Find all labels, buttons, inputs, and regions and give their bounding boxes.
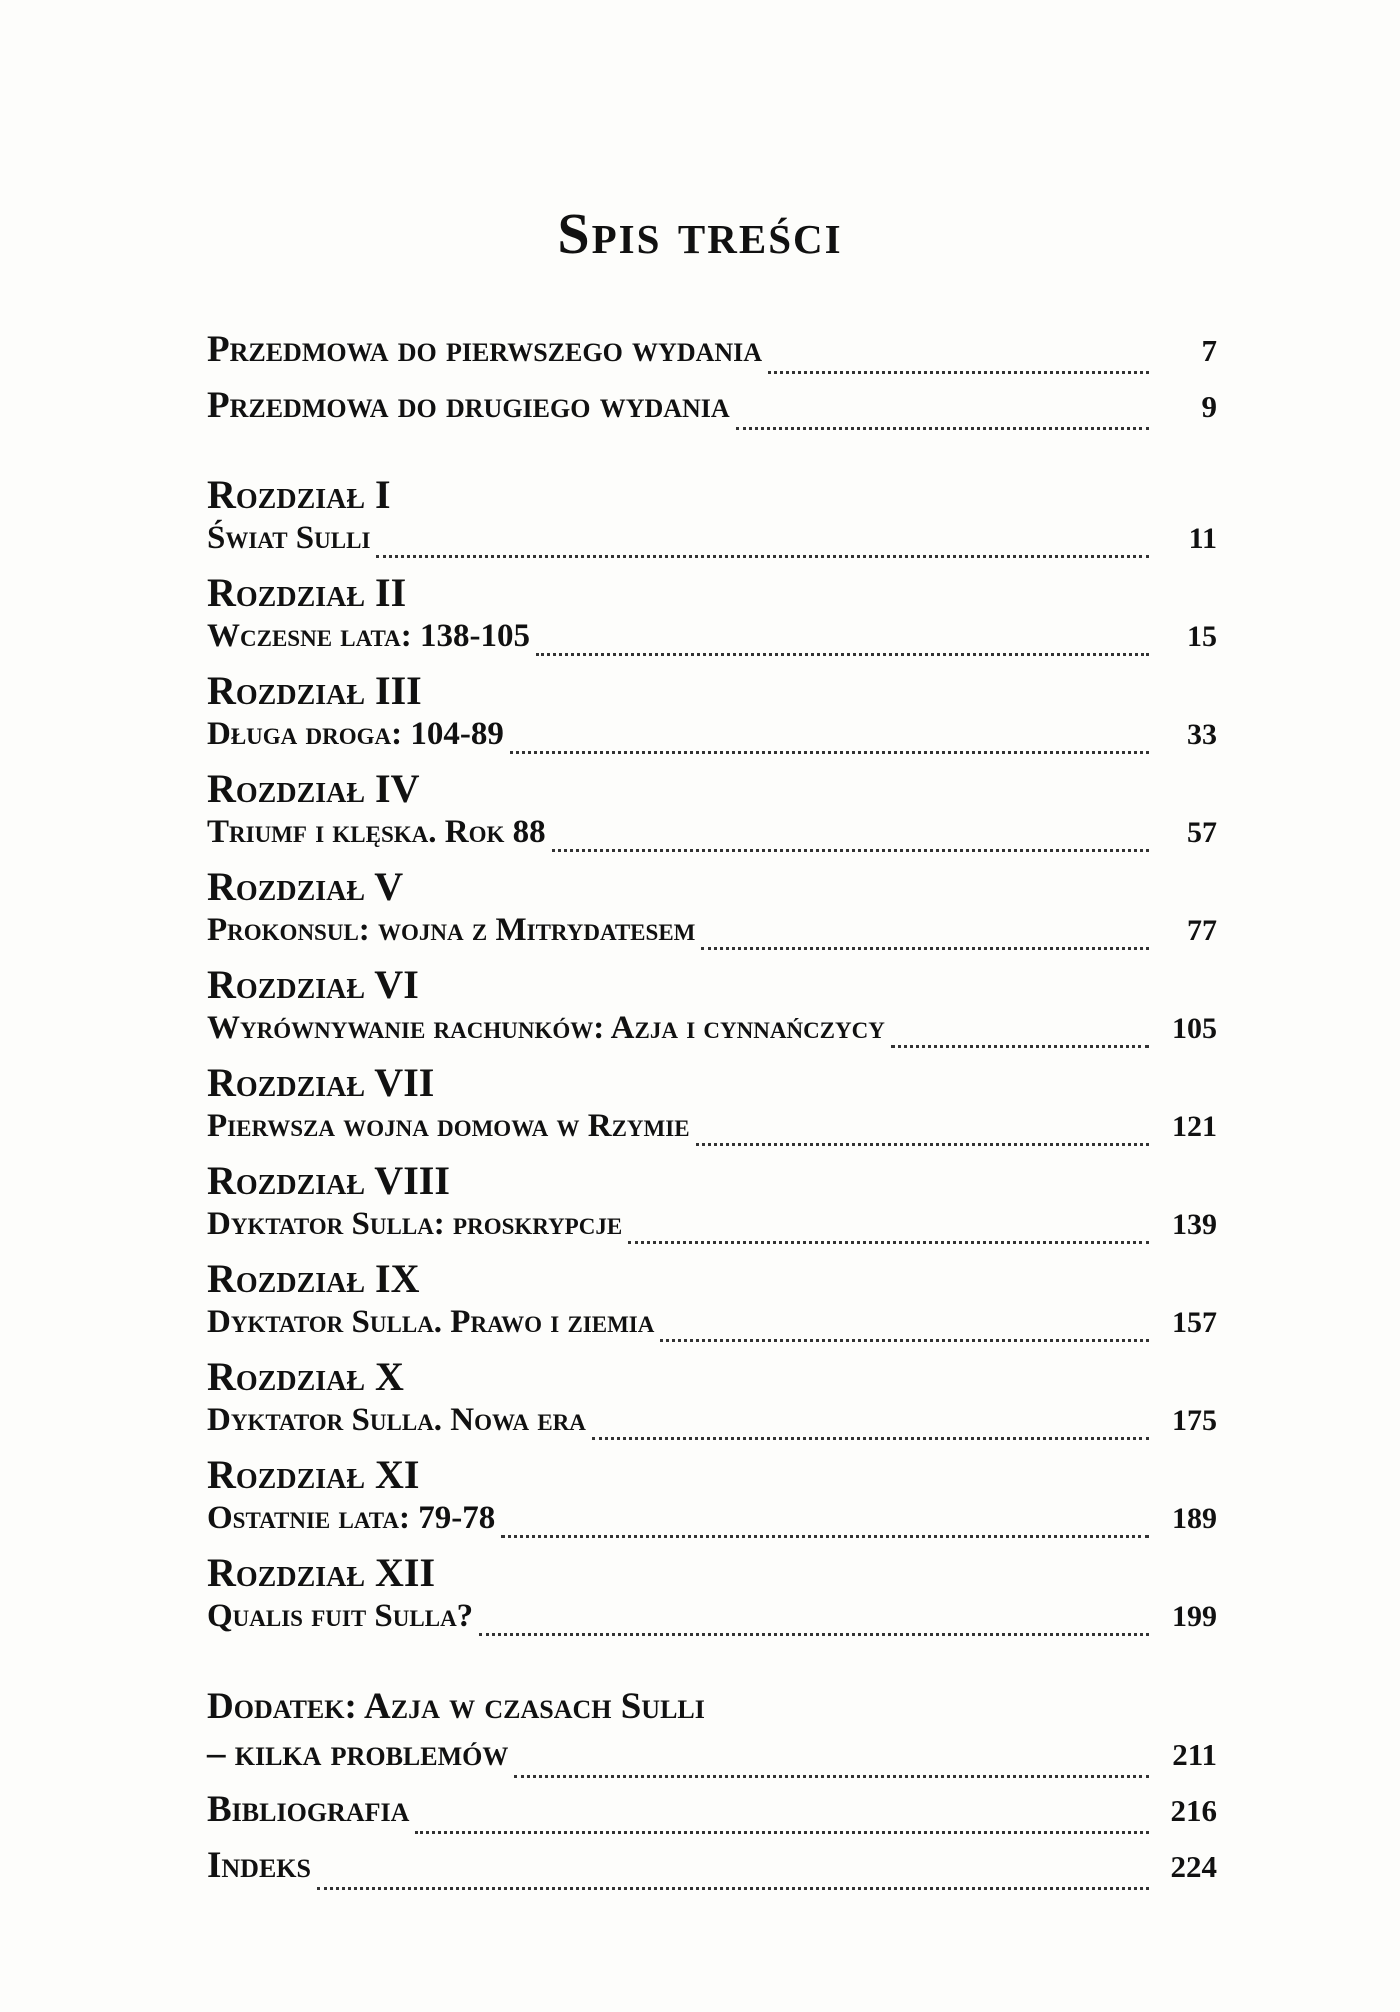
toc-entry-bibliography[interactable]	[207, 1788, 1217, 1844]
toc-entry	[207, 618, 1217, 666]
chapter-title: Prokonsul: wojna z Mitrydatesem	[207, 912, 696, 948]
toc-page-number: 57	[1187, 816, 1217, 849]
toc-chapter-8[interactable]	[207, 1156, 1217, 1254]
chapter-title: Qualis fuit Sulla?	[207, 1598, 474, 1634]
toc-chapter-2[interactable]	[207, 568, 1217, 666]
chapter-heading: Rozdział III	[207, 668, 422, 713]
dot-leader	[592, 1436, 1149, 1440]
spacer	[207, 440, 1217, 470]
chapter-title: Triumf i klęska. Rok 88	[207, 814, 546, 850]
chapter-title: Dyktator Sulla: proskrypcje	[207, 1206, 623, 1242]
chapter-heading: Rozdział XI	[207, 1452, 420, 1497]
toc-entry	[207, 1010, 1217, 1058]
toc-chapter-11[interactable]	[207, 1450, 1217, 1548]
chapter-heading: Rozdział X	[207, 1354, 404, 1399]
toc-page-number: 211	[1172, 1737, 1217, 1772]
dot-leader	[736, 426, 1149, 430]
toc-chapter-9[interactable]	[207, 1254, 1217, 1352]
dot-leader	[891, 1044, 1149, 1048]
toc-page-number: 15	[1187, 620, 1217, 653]
toc-chapter-12[interactable]	[207, 1548, 1217, 1646]
toc-page-number: 175	[1172, 1404, 1217, 1437]
dot-leader	[536, 652, 1149, 656]
toc-entry	[207, 1304, 1217, 1352]
toc-page-number: 199	[1172, 1600, 1217, 1633]
dot-leader	[660, 1338, 1149, 1342]
toc-chapter-10[interactable]	[207, 1352, 1217, 1450]
toc-chapter-4[interactable]	[207, 764, 1217, 862]
chapter-heading: Rozdział I	[207, 472, 391, 517]
toc-page-number: 77	[1187, 914, 1217, 947]
dot-leader	[514, 1774, 1149, 1778]
toc-chapter-7[interactable]	[207, 1058, 1217, 1156]
toc-page-number: 7	[1201, 333, 1217, 368]
toc-chapter-1[interactable]	[207, 470, 1217, 568]
chapter-heading: Rozdział VI	[207, 962, 419, 1007]
toc-entry	[207, 1206, 1217, 1254]
toc-entry-label: Przedmowa do drugiego wydania	[207, 385, 730, 426]
toc-entry-label: Indeks	[207, 1845, 311, 1886]
chapter-title: Dyktator Sulla. Prawo i ziemia	[207, 1304, 655, 1340]
toc-entry	[207, 1108, 1217, 1156]
toc-entry	[207, 1500, 1217, 1548]
chapter-title: Świat Sulli	[207, 520, 371, 556]
toc-entry	[207, 1598, 1217, 1646]
dot-leader	[501, 1534, 1149, 1538]
dot-leader	[415, 1830, 1149, 1834]
toc-entry	[207, 716, 1217, 764]
toc-page-number: 33	[1187, 718, 1217, 751]
toc-page-number: 216	[1170, 1793, 1217, 1828]
chapter-heading: Rozdział V	[207, 864, 404, 909]
appendix-subtitle: – kilka problemów	[207, 1733, 509, 1774]
chapter-heading: Rozdział XII	[207, 1550, 436, 1595]
toc-entry	[207, 912, 1217, 960]
toc-page-number: 11	[1188, 522, 1217, 555]
toc-chapter-3[interactable]	[207, 666, 1217, 764]
dot-leader	[479, 1632, 1149, 1636]
toc-page-number: 105	[1172, 1012, 1217, 1045]
chapter-title: Wczesne lata: 138-105	[207, 618, 530, 654]
chapter-heading: Rozdział VII	[207, 1060, 435, 1105]
dot-leader	[376, 554, 1149, 558]
chapter-heading: Rozdział IV	[207, 766, 420, 811]
chapter-title: Długa droga: 104-89	[207, 716, 504, 752]
chapter-title: Ostatnie lata: 79-78	[207, 1500, 496, 1536]
toc-chapter-6[interactable]	[207, 960, 1217, 1058]
page-title: Spis treści	[557, 201, 843, 266]
appendix-heading: Dodatek: Azja w czasach Sulli	[207, 1686, 705, 1727]
table-of-contents	[207, 328, 1217, 1900]
toc-entry	[207, 814, 1217, 862]
chapter-title: Dyktator Sulla. Nowa era	[207, 1402, 586, 1438]
toc-entry	[207, 520, 1217, 568]
chapter-title: Pierwsza wojna domowa w Rzymie	[207, 1108, 690, 1144]
dot-leader	[317, 1886, 1149, 1890]
toc-page-number: 157	[1172, 1306, 1217, 1339]
toc-page-number: 224	[1170, 1849, 1217, 1884]
chapter-heading: Rozdział II	[207, 570, 407, 615]
dot-leader	[552, 848, 1149, 852]
toc-appendix[interactable]	[207, 1682, 1217, 1788]
chapter-title: Wyrównywanie rachunków: Azja i cynnańczycy	[207, 1010, 885, 1046]
toc-entry-preface-2[interactable]	[207, 384, 1217, 440]
dot-leader	[628, 1240, 1149, 1244]
dot-leader	[701, 946, 1149, 950]
toc-page-number: 121	[1172, 1110, 1217, 1143]
toc-entry-label: Bibliografia	[207, 1789, 410, 1830]
dot-leader	[768, 370, 1149, 374]
toc-chapter-5[interactable]	[207, 862, 1217, 960]
toc-page-number: 189	[1172, 1502, 1217, 1535]
toc-entry-index[interactable]	[207, 1844, 1217, 1900]
dot-leader	[696, 1142, 1149, 1146]
chapter-heading: Rozdział IX	[207, 1256, 420, 1301]
spacer	[207, 1646, 1217, 1682]
toc-entry-preface-1[interactable]	[207, 328, 1217, 384]
chapter-heading: Rozdział VIII	[207, 1158, 450, 1203]
toc-entry	[207, 1732, 1217, 1788]
dot-leader	[510, 750, 1149, 754]
toc-page-number: 139	[1172, 1208, 1217, 1241]
toc-entry-label: Przedmowa do pierwszego wydania	[207, 329, 763, 370]
toc-page-number: 9	[1201, 389, 1217, 424]
toc-entry	[207, 1402, 1217, 1450]
